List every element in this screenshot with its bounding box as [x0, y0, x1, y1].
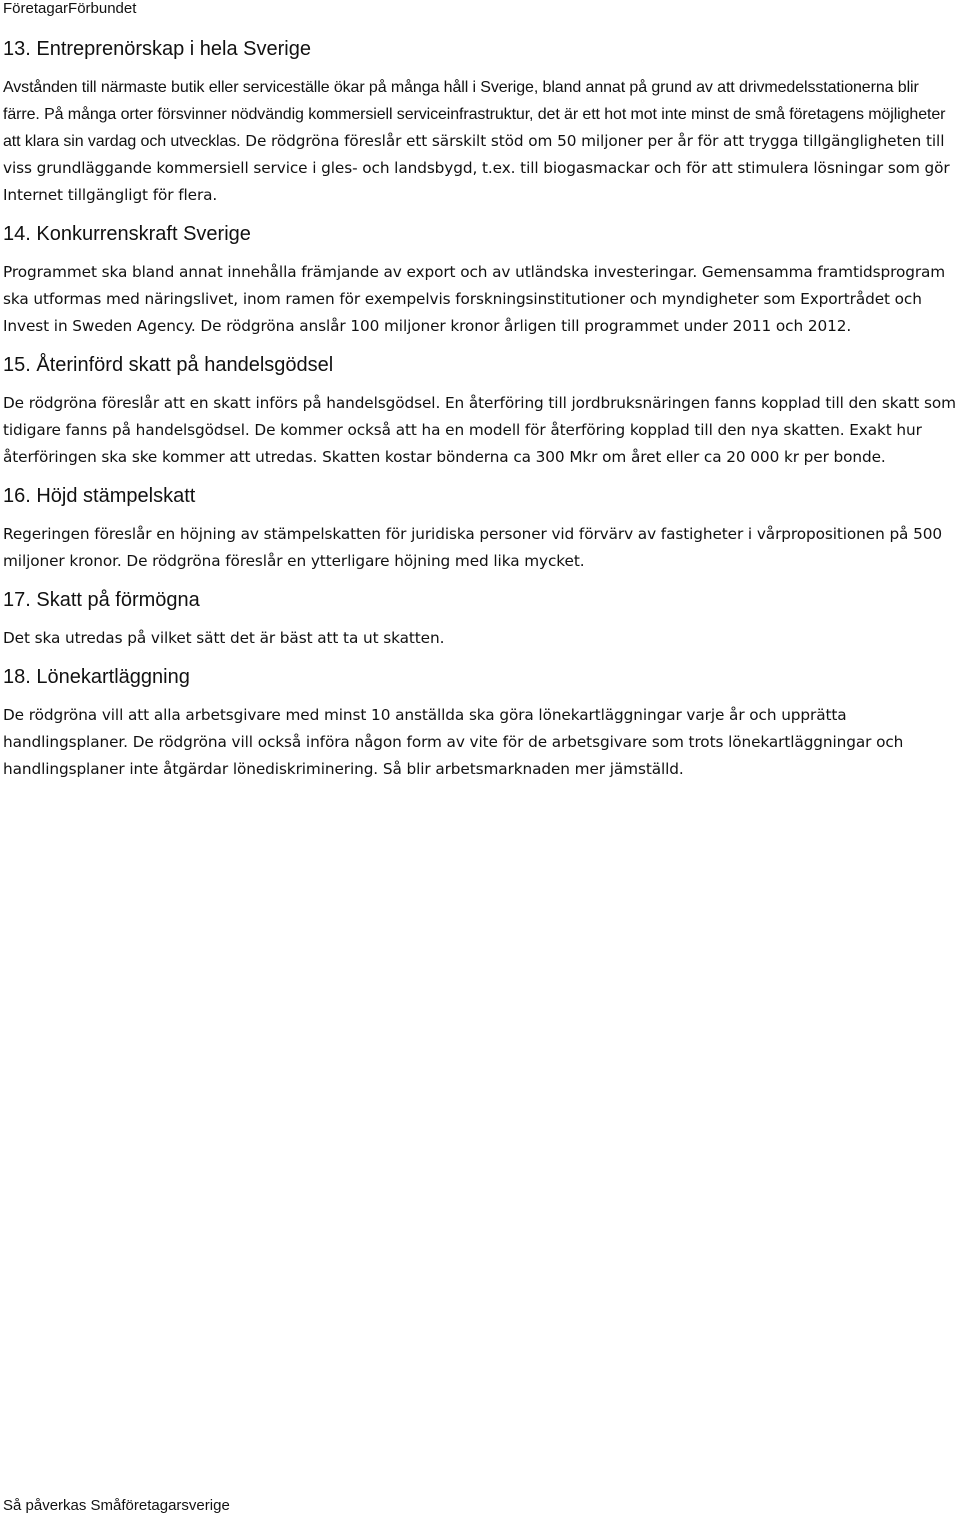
section-body [3, 74, 958, 209]
section-body-part-b: De rödgröna föreslår ett särskilt stöd om 50 miljoner per år för att trygga tillgängligheten till viss grundläggande kommersiell service i gles- och landsbygd, t.ex. till biogasmackar och för att stimulera lösningar som gör Internet tillgängligt för flera. [3, 132, 950, 204]
section-body: Det ska utredas på vilket sätt det är bäst att ta ut skatten. [3, 629, 445, 647]
section-15 [3, 350, 958, 471]
section-18 [3, 662, 958, 783]
section-title: 13. Entreprenörskap i hela Sverige [3, 38, 311, 60]
section-title: 18. Lönekartläggning [3, 666, 190, 688]
section-body: Regeringen föreslår en höjning av stämpelskatten för juridiska personer vid förvärv av fastigheter i vårpropositionen på 500 miljoner kronor. De rödgröna föreslår en ytterligare höjning med lika mycket. [3, 525, 942, 570]
section-14 [3, 219, 958, 340]
page-footer: Så påverkas Småföretagarsverige [3, 1497, 230, 1514]
section-17 [3, 585, 958, 652]
section-body: De rödgröna vill att alla arbetsgivare med minst 10 anställda ska göra lönekartläggningar varje år och upprätta handlingsplaner. De rödgröna vill också införa någon form av vite för de arbetsgivare som trots lönekartläggningar och handlingsplaner inte åtgärdar lönediskriminering. Så blir arbetsmarknaden mer jämställd. [3, 706, 904, 778]
section-body: De rödgröna föreslår att en skatt införs på handelsgödsel. En återföring till jordbruksnäringen fanns kopplad till den skatt som tidigare fanns på handelsgödsel. De kommer också att ha en modell för återföring kopplad till den nya skatten. Exakt hur återföringen ska ske kommer att utredas. Skatten kostar bönderna ca 300 Mkr om året eller ca 20 000 kr per bonde. [3, 394, 956, 466]
section-16 [3, 481, 958, 575]
section-body: Programmet ska bland annat innehålla främjande av export och av utländska investeringar. Gemensamma framtidsprogram ska utformas med näringslivet, inom ramen för exempelvis forskningsinstitutioner och myndigheter som Exportrådet och Invest in Sweden Agency. De rödgröna anslår 100 miljoner kronor årligen till programmet under 2011 och 2012. [3, 263, 946, 335]
page-header: FöretagarFörbundet [3, 0, 137, 17]
document-content [3, 34, 958, 793]
section-13 [3, 34, 958, 209]
section-body-part-a: Avstånden till närmaste butik eller serviceställe ökar på många håll i Sverige, bland annat på grund av att drivmedelsstationerna blir färre. På många orter försvinner nödvändig kommersiell serviceinfrastruktur, det är ett hot mot inte minst de små företagens möjligheter att klara sin vardag och utvecklas. [3, 79, 946, 150]
section-title: 16. Höjd stämpelskatt [3, 485, 196, 507]
section-title: 15. Återinförd skatt på handelsgödsel [3, 354, 334, 376]
section-title: 17. Skatt på förmögna [3, 589, 200, 611]
section-title: 14. Konkurrenskraft Sverige [3, 223, 251, 245]
